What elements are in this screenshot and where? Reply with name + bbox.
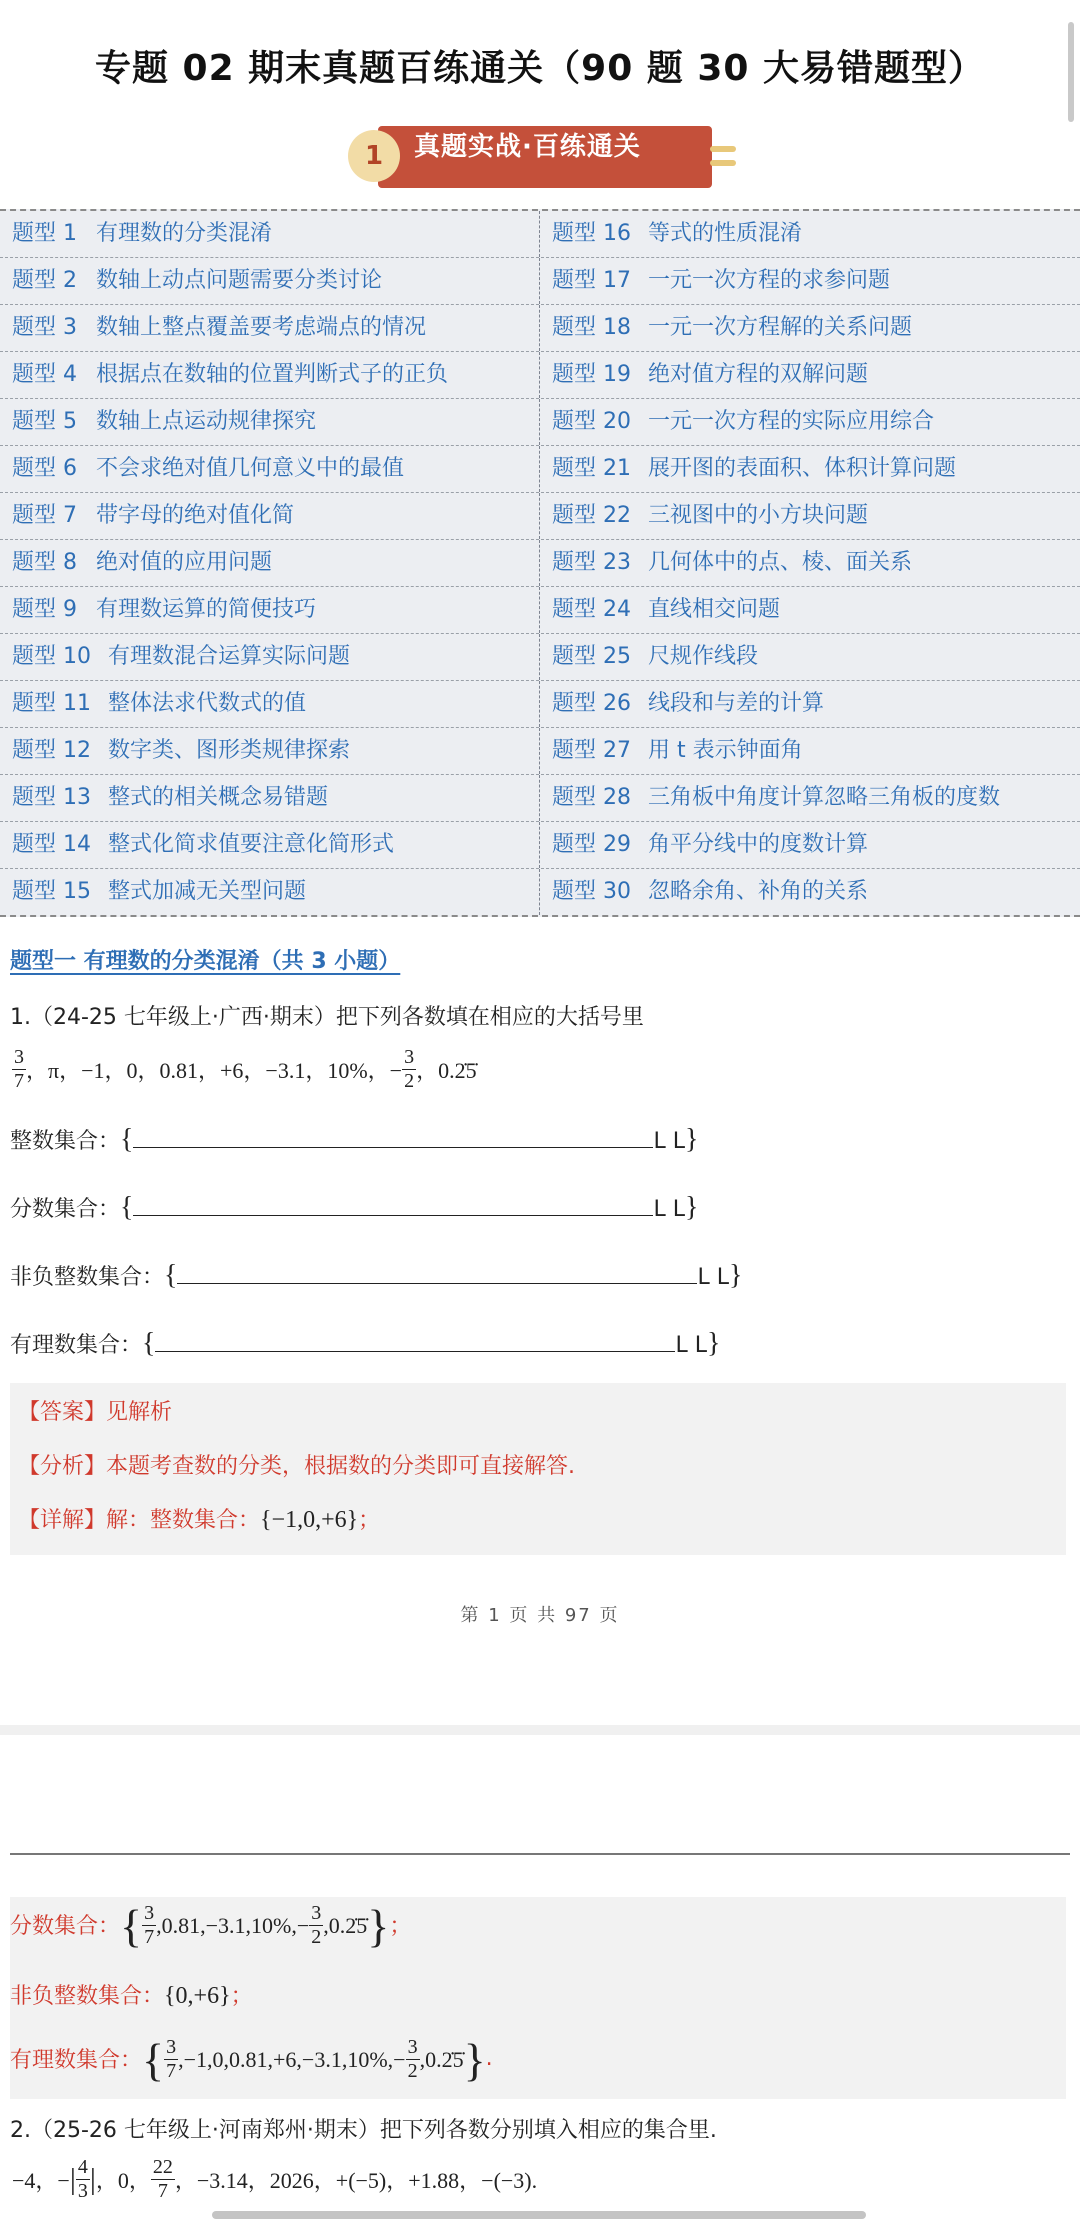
toc-row — [0, 681, 1080, 728]
banner-label: 真题实战·百练通关 — [414, 132, 641, 162]
toc-item-right[interactable] — [540, 258, 1080, 304]
toc-row — [0, 775, 1080, 822]
toc-item-number: 题型 29 — [552, 832, 631, 857]
toc-item-left[interactable] — [0, 587, 540, 633]
toc-item-number: 题型 4 — [12, 362, 77, 387]
toc-item-title: 直线相交问题 — [648, 597, 781, 622]
toc-item-number: 题型 8 — [12, 550, 77, 575]
question-1-numbers: $\frac{3}{7}$ ，π，−1，0，0.81，+6，−3.1，10%，− $\frac{3}{2}$ ，0.2̇5̇ — [14, 1046, 477, 1092]
toc-item-right[interactable] — [540, 399, 1080, 445]
question-1-stem: 1.（24-25 七年级上·广西·期末）把下列各数填在相应的大括号里 — [10, 1005, 644, 1030]
toc-item-title: 有理数混合运算实际问题 — [108, 644, 351, 669]
rational-set-blank[interactable] — [155, 1333, 675, 1352]
toc-item-right[interactable] — [540, 822, 1080, 868]
fraction-22-7: $\frac{22}{7}$ — [152, 2156, 173, 2202]
toc-item-right[interactable] — [540, 587, 1080, 633]
toc-item-number: 题型 23 — [552, 550, 631, 575]
banner-decoration — [710, 160, 736, 166]
integer-set-line: 整数集合：{ L L} — [10, 1124, 699, 1155]
toc-item-left[interactable] — [0, 493, 540, 539]
toc-item-right[interactable] — [540, 352, 1080, 398]
toc-row — [0, 728, 1080, 775]
toc-item-right[interactable] — [540, 211, 1080, 257]
toc-item-number: 题型 22 — [552, 503, 631, 528]
toc-item-right[interactable] — [540, 775, 1080, 821]
toc-item-title: 线段和与差的计算 — [648, 691, 825, 716]
toc-item-title: 三视图中的小方块问题 — [648, 503, 869, 528]
toc-item-title: 根据点在数轴的位置判断式子的正负 — [96, 362, 449, 387]
toc-item-left[interactable] — [0, 728, 540, 774]
toc-item-number: 题型 3 — [12, 315, 77, 340]
toc-item-left[interactable] — [0, 869, 540, 915]
header-rule — [10, 1853, 1070, 1855]
banner-number-badge: 1 — [348, 130, 400, 182]
integer-set-blank[interactable] — [133, 1129, 653, 1148]
toc-item-title: 几何体中的点、棱、面关系 — [648, 550, 913, 575]
toc-item-number: 题型 21 — [552, 456, 631, 481]
toc-item-number: 题型 18 — [552, 315, 631, 340]
toc-row — [0, 211, 1080, 258]
question-2-numbers: −4，−| $\frac{4}{3}$ |，0， $\frac{22}{7}$ ，−3.14，2026，+(−5)，+1.88，−(−3). — [12, 2156, 538, 2202]
toc-row — [0, 258, 1080, 305]
banner-decoration — [710, 146, 736, 152]
toc-item-title: 忽略余角、补角的关系 — [648, 879, 869, 904]
toc-item-left[interactable] — [0, 822, 540, 868]
toc-item-title: 整体法求代数式的值 — [108, 691, 307, 716]
toc-item-title: 带字母的绝对值化简 — [96, 503, 295, 528]
detail-line: 【详解】解：整数集合：{−1,0,+6}； — [18, 1507, 381, 1533]
fraction-neg-4-3: $\frac{4}{3}$ — [77, 2156, 88, 2202]
toc-item-left[interactable] — [0, 446, 540, 492]
fraction-3-2: $\frac{3}{2}$ — [404, 1046, 415, 1092]
nonneg-integer-set-blank[interactable] — [177, 1265, 697, 1284]
toc-item-title: 绝对值的应用问题 — [96, 550, 273, 575]
toc-item-title: 绝对值方程的双解问题 — [648, 362, 869, 387]
toc-item-number: 题型 26 — [552, 691, 631, 716]
toc-row — [0, 540, 1080, 587]
toc-item-right[interactable] — [540, 634, 1080, 680]
toc-item-number: 题型 9 — [12, 597, 77, 622]
nonneg-integer-set-line: 非负整数集合：{ L L} — [10, 1260, 743, 1291]
toc-item-number: 题型 25 — [552, 644, 631, 669]
question-2-stem: 2.（25-26 七年级上·河南郑州·期末）把下列各数分别填入相应的集合里. — [10, 2118, 717, 2143]
toc-item-left[interactable] — [0, 258, 540, 304]
answer-panel-1 — [10, 1383, 1066, 1555]
toc-row — [0, 446, 1080, 493]
toc-item-title: 不会求绝对值几何意义中的最值 — [96, 456, 405, 481]
section-banner — [348, 126, 728, 188]
toc-item-right[interactable] — [540, 728, 1080, 774]
toc-item-number: 题型 15 — [12, 879, 91, 904]
horizontal-scrollbar[interactable] — [212, 2211, 866, 2219]
section-heading[interactable]: 题型一 有理数的分类混淆（共 3 小题） — [10, 949, 401, 974]
toc-item-title: 数字类、图形类规律探索 — [108, 738, 351, 763]
analysis-line: 【分析】本题考查数的分类，根据数的分类即可直接解答. — [18, 1454, 576, 1479]
toc-item-right[interactable] — [540, 540, 1080, 586]
fraction-3-7: $\frac{3}{7}$ — [14, 1046, 24, 1092]
toc-item-number: 题型 7 — [12, 503, 77, 528]
toc-item-number: 题型 2 — [12, 268, 77, 293]
toc-item-number: 题型 5 — [12, 409, 77, 434]
toc-item-right[interactable] — [540, 681, 1080, 727]
toc-item-title: 一元一次方程的求参问题 — [648, 268, 891, 293]
answer-panel-1-continued — [10, 1897, 1066, 2099]
toc-item-left[interactable] — [0, 352, 540, 398]
toc-row — [0, 352, 1080, 399]
toc-item-left[interactable] — [0, 634, 540, 680]
nonneg-set-answer: 非负整数集合：{0,+6}； — [10, 1983, 253, 2009]
answer-line: 【答案】见解析 — [18, 1400, 173, 1425]
toc-item-title: 有理数运算的简便技巧 — [96, 597, 317, 622]
toc-item-title: 展开图的表面积、体积计算问题 — [648, 456, 957, 481]
toc-item-right[interactable] — [540, 305, 1080, 351]
toc-item-title: 数轴上点运动规律探究 — [96, 409, 317, 434]
toc-row — [0, 869, 1080, 915]
rational-set-line: 有理数集合：{ L L} — [10, 1328, 721, 1359]
toc-item-title: 数轴上整点覆盖要考虑端点的情况 — [96, 315, 427, 340]
toc-item-number: 题型 16 — [552, 221, 631, 246]
rational-set-answer: 有理数集合：{ $\frac{3}{7}$ ,−1,0,0.81,+6,−3.1,10%,− $\frac{3}{2}$ ,0.2̇5̇}. — [10, 2034, 493, 2085]
toc-row — [0, 587, 1080, 634]
page-footer: 第 1 页 共 97 页 — [460, 1605, 620, 1626]
toc-item-title: 整式加减无关型问题 — [108, 879, 307, 904]
toc-item-left[interactable] — [0, 540, 540, 586]
toc-item-left[interactable] — [0, 211, 540, 257]
toc-item-number: 题型 1 — [12, 221, 77, 246]
toc-item-number: 题型 24 — [552, 597, 631, 622]
toc-item-number: 题型 11 — [12, 691, 91, 716]
toc-item-number: 题型 30 — [552, 879, 631, 904]
toc-item-title: 尺规作线段 — [648, 644, 759, 669]
toc-row — [0, 634, 1080, 681]
toc-item-left[interactable] — [0, 681, 540, 727]
toc-item-left[interactable] — [0, 775, 540, 821]
toc-item-title: 整式的相关概念易错题 — [108, 785, 329, 810]
toc-item-number: 题型 27 — [552, 738, 631, 763]
toc-item-right[interactable] — [540, 446, 1080, 492]
toc-item-number: 题型 12 — [12, 738, 91, 763]
toc-item-number: 题型 6 — [12, 456, 77, 481]
question-type-index — [0, 209, 1080, 917]
toc-item-title: 数轴上动点问题需要分类讨论 — [96, 268, 383, 293]
fraction-set-blank[interactable] — [133, 1197, 653, 1216]
document-title: 专题 02 期末真题百练通关（90 题 30 大易错题型） — [95, 48, 985, 89]
fraction-set-line: 分数集合：{ L L} — [10, 1192, 699, 1223]
toc-item-number: 题型 14 — [12, 832, 91, 857]
vertical-scrollbar[interactable] — [1068, 22, 1074, 122]
toc-item-number: 题型 20 — [552, 409, 631, 434]
fraction-set-answer: 分数集合：{ $\frac{3}{7}$ ,0.81,−3.1,10%,− $\frac{3}{2}$ ,0.2̇5̇}； — [10, 1900, 412, 1951]
toc-item-title: 等式的性质混淆 — [648, 221, 803, 246]
page-separator — [0, 1725, 1080, 1735]
toc-item-title: 一元一次方程的实际应用综合 — [648, 409, 935, 434]
toc-item-title: 角平分线中的度数计算 — [648, 832, 869, 857]
toc-item-title: 整式化简求值要注意化简形式 — [108, 832, 395, 857]
toc-item-number: 题型 13 — [12, 785, 91, 810]
toc-item-title: 一元一次方程解的关系问题 — [648, 315, 913, 340]
toc-item-left[interactable] — [0, 305, 540, 351]
toc-row — [0, 493, 1080, 540]
toc-item-number: 题型 28 — [552, 785, 631, 810]
toc-item-number: 题型 19 — [552, 362, 631, 387]
toc-item-title: 用 t 表示钟面角 — [648, 738, 803, 763]
toc-item-title: 有理数的分类混淆 — [96, 221, 273, 246]
toc-item-number: 题型 17 — [552, 268, 631, 293]
toc-item-title: 三角板中角度计算忽略三角板的度数 — [648, 785, 1001, 810]
toc-item-right[interactable] — [540, 493, 1080, 539]
toc-item-number: 题型 10 — [12, 644, 91, 669]
toc-row — [0, 399, 1080, 446]
toc-item-right[interactable] — [540, 869, 1080, 915]
toc-row — [0, 305, 1080, 352]
toc-row — [0, 822, 1080, 869]
toc-item-left[interactable] — [0, 399, 540, 445]
